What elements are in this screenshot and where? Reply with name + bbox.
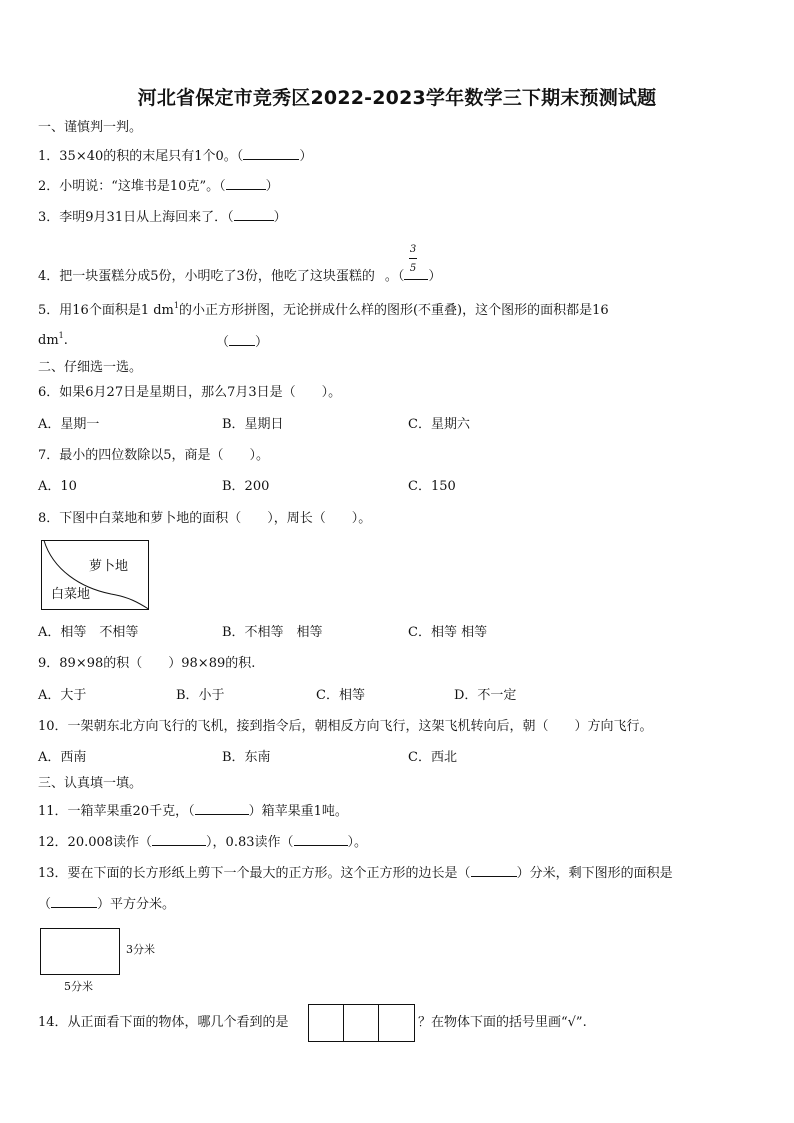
- question-text: 小明说：“这堆书是10克”。（: [59, 179, 226, 194]
- option-c[interactable]: C．相等 相等: [408, 625, 488, 640]
- option-d[interactable]: D．不一定: [454, 688, 517, 703]
- option-b[interactable]: B．200: [222, 479, 270, 494]
- question-9: 9．89×98的积（ ）98×89的积.: [38, 656, 256, 671]
- answer-blank[interactable]: [152, 834, 206, 846]
- option-c[interactable]: C．西北: [408, 750, 457, 765]
- answer-blank[interactable]: [51, 896, 97, 908]
- answer-blank[interactable]: [229, 334, 255, 346]
- question-7: 7．最小的四位数除以5，商是（ ）。: [38, 448, 270, 463]
- question-text: 李明9月31日从上海回来了．（: [59, 210, 234, 225]
- question-text: 35×40的积的末尾只有1个0。（: [59, 149, 244, 164]
- question-2: 2．小明说：“这堆书是10克”。（ ）: [38, 179, 279, 194]
- option-a[interactable]: A．大于: [38, 688, 87, 703]
- question-14: 14．从正面看下面的物体，哪几个看到的是: [38, 1015, 289, 1030]
- question-1: 1．35×40的积的末尾只有1个0。（ ）: [38, 149, 313, 164]
- question-11: 11．一箱苹果重20千克，（ ）箱苹果重1吨。: [38, 804, 348, 819]
- question-8: 8．下图中白菜地和萝卜地的面积（ ），周长（ ）。: [38, 511, 372, 526]
- view-square-1: [308, 1004, 344, 1042]
- answer-blank[interactable]: [195, 803, 249, 815]
- radish-field-label: 萝卜地: [89, 559, 129, 574]
- question-13-line-2: （ ）平方分米。: [38, 897, 176, 912]
- option-a[interactable]: A．西南: [38, 750, 87, 765]
- answer-blank[interactable]: [226, 178, 266, 190]
- question-6: 6．如果6月27日是星期日，那么7月3日是（ ）。: [38, 385, 342, 400]
- view-square-3: [378, 1004, 415, 1042]
- option-b[interactable]: B．星期日: [222, 417, 284, 432]
- fraction-numerator: 3: [409, 244, 417, 255]
- fraction-denominator: 5: [409, 263, 417, 274]
- rectangle-paper: [40, 928, 120, 975]
- answer-blank[interactable]: [294, 834, 348, 846]
- cabbage-field-label: 白菜地: [51, 587, 91, 602]
- answer-blank[interactable]: [471, 865, 517, 877]
- option-a[interactable]: A．星期一: [38, 417, 100, 432]
- option-a[interactable]: A．10: [38, 479, 77, 494]
- height-label: 3分米: [126, 943, 155, 956]
- question-5-answer: （ ）: [216, 335, 269, 350]
- page-title: 河北省保定市竞秀区2022-2023学年数学三下期末预测试题: [137, 87, 657, 109]
- answer-blank[interactable]: [243, 148, 299, 160]
- option-c[interactable]: C．相等: [316, 688, 365, 703]
- option-c[interactable]: C．星期六: [408, 417, 470, 432]
- question-4: 4．把一块蛋糕分成5份，小明吃了3份，他吃了这块蛋糕的 。（ ）: [38, 269, 442, 284]
- question-12: 12．20.008读作（ ），0.83读作（ ）。: [38, 835, 368, 850]
- question-5: 5．用16个面积是1 $dm^1$的小正方形拼图，无论拼成什么样的图形(不重叠)，这个图形的面积都是16: [38, 301, 609, 318]
- option-a[interactable]: A．相等 不相等: [38, 625, 139, 640]
- question-text: 把一块蛋糕分成5份，小明吃了3份，他吃了这块蛋糕的: [59, 269, 375, 284]
- option-c[interactable]: C．150: [408, 479, 456, 494]
- option-b[interactable]: B．小于: [176, 688, 225, 703]
- question-5-line-2: $dm^1$.: [38, 331, 68, 348]
- question-14-tail: ？在物体下面的括号里画“√”.: [418, 1015, 587, 1030]
- width-label: 5分米: [64, 980, 93, 993]
- question-13: 13．要在下面的长方形纸上剪下一个最大的正方形。这个正方形的边长是（ ）分米，剩下图形的面积是: [38, 866, 673, 881]
- fraction-bar: [409, 258, 417, 259]
- section-heading-3: 三、认真填一填。: [38, 776, 143, 791]
- answer-blank[interactable]: [234, 209, 274, 221]
- question-3: 3．李明9月31日从上海回来了．（ ）: [38, 210, 287, 225]
- question-10: 10．一架朝东北方向飞行的飞机，接到指令后，朝相反方向飞行，这架飞机转向后，朝（ ）方向飞行。: [38, 719, 653, 734]
- option-b[interactable]: B．东南: [222, 750, 271, 765]
- option-b[interactable]: B．不相等 相等: [222, 625, 323, 640]
- section-heading-2: 二、仔细选一选。: [38, 360, 143, 375]
- section-heading-1: 一、谨慎判一判。: [38, 120, 143, 135]
- question-number: 1．: [38, 149, 60, 164]
- view-square-2: [343, 1004, 379, 1042]
